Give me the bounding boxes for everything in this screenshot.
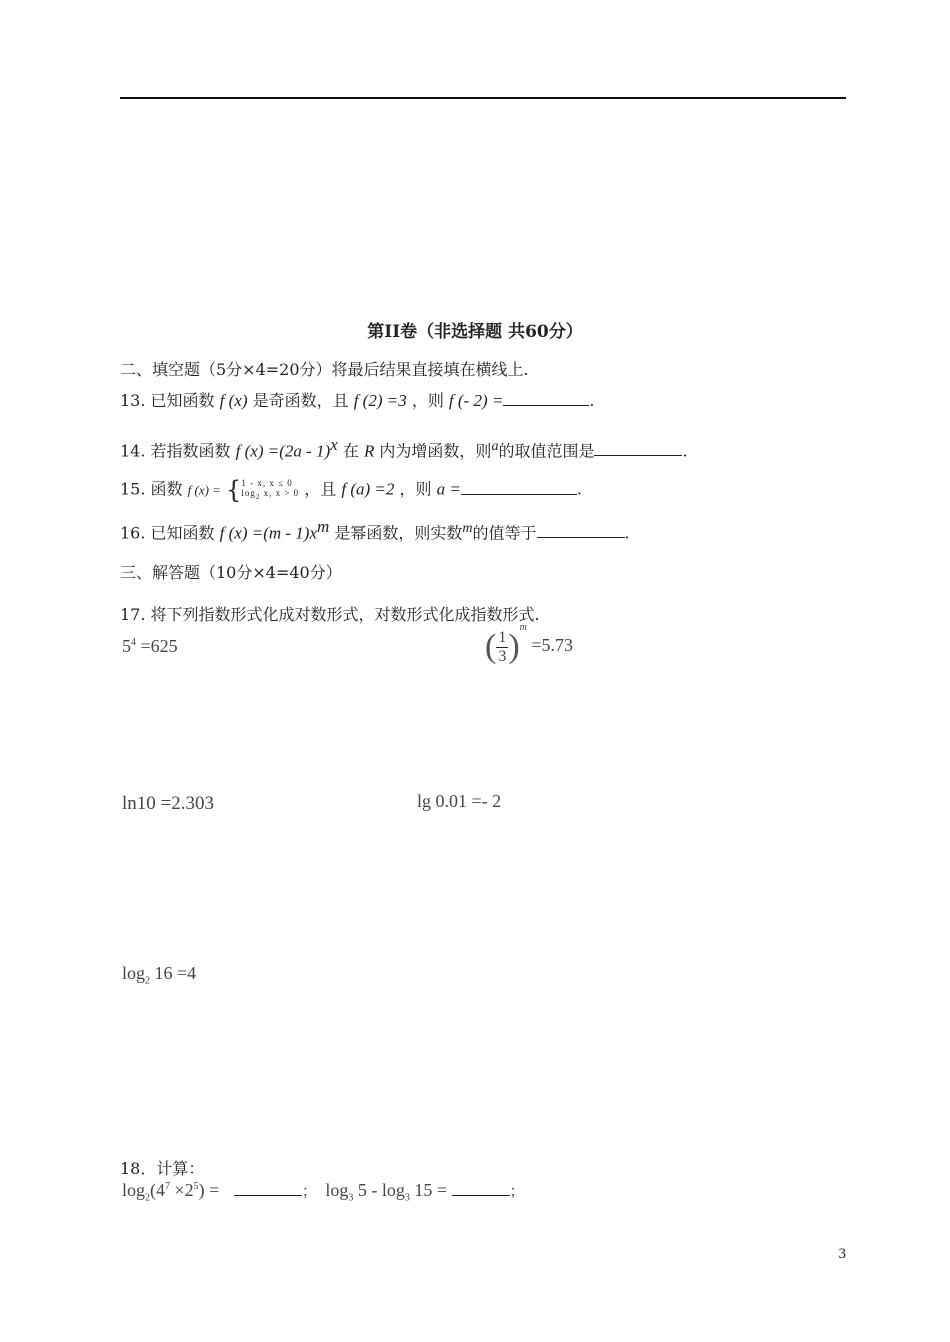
q16-exp: m: [317, 517, 330, 536]
q15-mid: ，且: [304, 479, 337, 499]
q15-fx: f (x) =: [187, 482, 221, 498]
q13-mid: 是奇函数，且: [252, 391, 349, 410]
part3-heading: 三、解答题（10分×4=40分）: [120, 563, 342, 582]
q14-R: R: [363, 441, 375, 461]
right-paren: ): [508, 628, 520, 665]
q17-prompt: 17. 将下列指数形式化成对数形式，对数形式化成指数形式.: [120, 605, 540, 624]
q18-a-mid: ×2: [170, 1180, 194, 1200]
question-16: [120, 517, 630, 543]
q18-a-exp2: 5: [193, 1181, 199, 1192]
q14-end: .: [682, 441, 688, 461]
q16-expr: f (x) =(m - 1)x: [219, 523, 318, 543]
q14-suffix: 的取值范围是: [498, 441, 595, 461]
q18-a-answer-blank[interactable]: [234, 1181, 302, 1196]
q13-given: f (2) =3: [353, 391, 407, 410]
q16-mid: 是幂函数，则实数: [334, 523, 463, 543]
q18-b-sub2: 3: [404, 1192, 410, 1204]
q15-answer-blank[interactable]: [461, 480, 577, 495]
question-15: [120, 476, 582, 504]
header-rule: [120, 97, 846, 99]
q17-e2-exp: m: [519, 622, 527, 634]
q16-suffix: 的值等于: [472, 523, 537, 543]
q18-a-open: (4: [150, 1180, 166, 1200]
q17-e5-rest: 16 =4: [150, 963, 197, 983]
q17-e5-sub: 2: [145, 975, 151, 987]
q16-end: .: [624, 523, 630, 543]
q17-e2-rest: =5.73: [526, 635, 574, 656]
q14-prefix: 14. 若指数函数: [120, 441, 231, 461]
q17-e1-exp: 4: [131, 637, 136, 648]
q18-b-sub1: 3: [348, 1192, 354, 1204]
left-paren: (: [485, 628, 497, 665]
q15-piecewise: [241, 478, 299, 502]
q17-expr-3: ln10 =2.303: [122, 793, 214, 814]
q14-exp: x: [330, 435, 338, 454]
q18-a-exp1: 7: [165, 1181, 171, 1192]
q16-answer-blank[interactable]: [537, 523, 625, 538]
question-13: [120, 388, 594, 411]
q13-prefix: 13. 已知函数: [120, 391, 215, 410]
q17-expr-2: [485, 622, 574, 666]
q15-target: a =: [436, 479, 461, 499]
q15-case1: 1 - x, x ≤ 0: [241, 478, 293, 489]
part2-heading: 二、填空题（5分×4=20分）将最后结果直接填在横线上.: [120, 360, 529, 379]
q16-prefix: 16. 已知函数: [120, 523, 215, 543]
q15-then: ，则: [399, 479, 432, 499]
q18-b-answer-blank[interactable]: [452, 1181, 510, 1196]
q15-given: f (a) =2: [341, 479, 395, 499]
q15-case2: [241, 488, 299, 502]
q15-case2-log: log: [241, 488, 256, 499]
q17-e2-num: 1: [498, 628, 507, 646]
q17-e2-fraction: [496, 629, 508, 666]
q17-expr-4: lg 0.01 =- 2: [417, 791, 502, 811]
q17-expr-1: [122, 636, 178, 657]
q14-mid: 内为增函数，则: [379, 441, 492, 461]
q18-expressions: [122, 1180, 525, 1204]
q18-b-rest: 15 =: [409, 1180, 448, 1200]
q15-brace: {: [226, 476, 242, 504]
q18-a-close: ) =: [198, 1180, 220, 1200]
q17-e2-den: 3: [498, 647, 507, 665]
q18-b-mid: 5 - log: [353, 1180, 405, 1200]
q15-case2-rest: x, x > 0: [260, 488, 300, 499]
q14-a: a: [491, 439, 499, 454]
q15-prefix: 15. 函数: [120, 479, 183, 499]
q18-a-sub: 2: [145, 1192, 151, 1204]
q13-answer-blank[interactable]: [503, 391, 589, 406]
q17-expr-5: [122, 963, 196, 987]
q17-e1-base: 5: [122, 636, 131, 656]
q18-b-log1: log: [325, 1180, 349, 1200]
section-title: 第II卷（非选择题 共60分）: [367, 322, 583, 342]
q13-target: f (- 2) =: [448, 391, 504, 410]
q13-end: .: [589, 391, 595, 410]
q17-e1-rest: =625: [136, 636, 178, 656]
page-number: 3: [838, 1246, 846, 1262]
q17-e5-log: log: [122, 963, 146, 983]
q15-case2-sub: 2: [255, 492, 261, 501]
question-14: [120, 435, 688, 461]
q13-fx: f (x): [219, 391, 248, 410]
q15-end: .: [576, 479, 582, 499]
q13-then: ，则: [411, 391, 444, 410]
q14-expr: f (x) =(2a - 1): [235, 441, 331, 461]
q14-in: 在: [342, 441, 359, 461]
q18-prompt: 18．计算：: [120, 1159, 205, 1178]
q16-m: m: [462, 521, 473, 536]
q18-separator: ；: [301, 1182, 317, 1200]
q14-answer-blank[interactable]: [594, 441, 682, 456]
q18-a-log: log: [122, 1180, 146, 1200]
q18-end: ；: [509, 1182, 525, 1200]
